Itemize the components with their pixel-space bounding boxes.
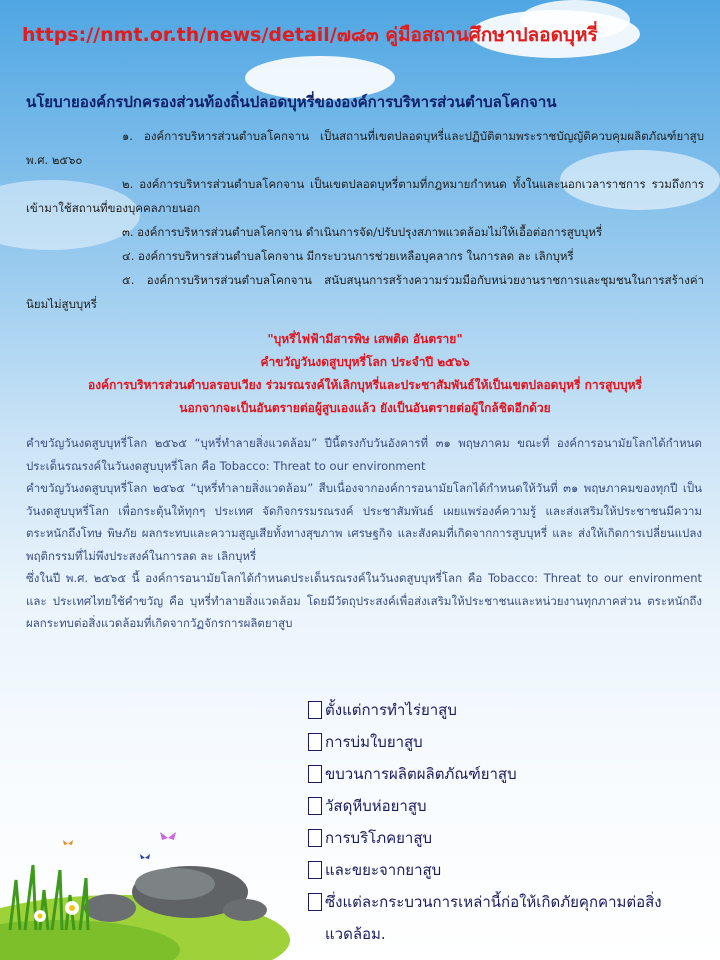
- flower-icon: [69, 905, 75, 911]
- checklist-item: [308, 758, 668, 790]
- checkbox-icon: [308, 861, 322, 879]
- checklist-item-label: และขยะจากยาสูบ: [325, 861, 442, 879]
- policy-heading: นโยบายองค์กรปกครองส่วนท้องถิ่นปลอดบุหรี่ขององค์การบริหารส่วนตำบลโคกจาน: [26, 93, 557, 111]
- checklist-item: [308, 694, 668, 726]
- campaign-line: องค์การบริหารส่วนตำบลรอบเวียง ร่วมรณรงค์ให้เลิกบุหรี่และประชาสัมพันธ์ให้เป็นเขตปลอดบุหรี่ การสูบบุหรี่: [88, 378, 642, 392]
- policy-list: [26, 124, 704, 316]
- checkbox-icon: [308, 701, 322, 719]
- campaign-line: นอกจากจะเป็นอันตรายต่อผู้สูบเองแล้ว ยังเป็นอันตรายต่อผู้ใกล้ชิดอีกด้วย: [179, 401, 551, 415]
- rock-icon: [135, 868, 215, 900]
- butterfly-icon: [160, 832, 176, 840]
- checkbox-icon: [308, 733, 322, 751]
- checkbox-icon: [308, 829, 322, 847]
- checklist-item: [308, 854, 668, 886]
- checklist-item-label: วัสดุหีบห่อยาสูบ: [325, 797, 427, 815]
- checklist-item: [308, 726, 668, 758]
- flower-icon: [38, 914, 43, 919]
- checklist: [308, 694, 668, 950]
- checklist-item-label: ซึ่งแต่ละกระบวนการเหล่านี้ก่อให้เกิดภัยคุกคามต่อสิ่งแวดล้อม.: [325, 893, 662, 943]
- policy-item: ๒. องค์การบริหารส่วนตำบลโคกจาน เป็นเขตปลอดบุหรี่ตามที่กฎหมายกำหนด ทั้งในและนอกเวลาราชการ รวมถึงการเข้ามาใช้สถานที่ของบุคคลภายนอก: [26, 177, 704, 215]
- checklist-item-label: การบริโภคยาสูบ: [325, 829, 433, 847]
- campaign-block: [26, 328, 704, 420]
- body-paragraph: คำขวัญวันงดสูบบุหรี่โลก ๒๕๖๕ “บุหรี่ทำลายสิ่งแวดล้อม” สืบเนื่องจากองค์การอนามัยโลกได้กำหนดให้วันที่ ๓๑ พฤษภาคมของทุกปี เป็นวันงดสูบบุหรี่โลก เพื่อกระตุ้นให้ทุกๆ ประเทศ จัดกิจกรรมรณรงค์ ประชาสัมพันธ์ เผยแพร่องค์ความรู้ และส่งเสริมให้ประชาชนมีความตระหนักถึงโทษ พิษภัย ผลกระทบและความสูญเสียทั้งทางสุขภาพ เศรษฐกิจ และสังคมที่เกิดจากการสูบบุหรี่ และ ส่งให้เกิดการเปลี่ยนแปลงพฤติกรรมที่ไม่พึงประสงค์ในการลด ละ เลิกบุหรี่: [26, 481, 702, 563]
- campaign-slogan: "บุหรี่ไฟฟ้ามีสารพิษ เสพติด อันตราย": [267, 332, 463, 346]
- checkbox-icon: [308, 797, 322, 815]
- policy-item: ๔. องค์การบริหารส่วนตำบลโคกจาน มีกระบวนการช่วยเหลือบุคลากร ในการลด ละ เลิกบุหรี่: [122, 249, 574, 263]
- rock-icon: [223, 899, 267, 921]
- campaign-theme: คำขวัญวันงดสูบบุหรี่โลก ประจำปี ๒๕๖๖: [260, 355, 470, 369]
- policy-item: ๕. องค์การบริหารส่วนตำบลโคกจาน สนับสนุนการสร้างความร่วมมือกับหน่วยงานราชการและชุมชนในการสร้างค่านิยมไม่สูบบุหรี่: [26, 273, 704, 311]
- checklist-item: [308, 886, 668, 950]
- rock-icon: [84, 894, 136, 922]
- body-text: [26, 432, 702, 635]
- meadow-illustration: [0, 820, 300, 960]
- body-paragraph: คำขวัญวันงดสูบบุหรี่โลก ๒๕๖๕ “บุหรี่ทำลายสิ่งแวดล้อม” ปีนี้ตรงกับวันอังคารที่ ๓๑ พฤษภาคม ขณะที่ องค์การอนามัยโลกได้กำหนดประเด็นรณรงค์ในวันงดสูบบุหรี่โลก คือ Tobacco: Threat to our environment: [26, 436, 702, 473]
- policy-item: ๑. องค์การบริหารส่วนตำบลโคกจาน เป็นสถานที่เขตปลอดบุหรี่และปฏิบัติตามพระราชบัญญัติควบคุมผลิตภัณฑ์ยาสูบ พ.ศ. ๒๕๖๐: [26, 129, 704, 167]
- checklist-item-label: ขบวนการผลิตผลิตภัณฑ์ยาสูบ: [325, 765, 517, 783]
- butterfly-icon: [63, 840, 73, 845]
- page-title: https://nmt.or.th/news/detail/๗๘๓ คู่มือสถานศึกษาปลอดบุหรี่: [22, 24, 598, 46]
- checklist-item: [308, 822, 668, 854]
- checklist-item-label: การบ่มใบยาสูบ: [325, 733, 423, 751]
- body-paragraph: ซึ่งในปี พ.ศ. ๒๕๖๕ นี้ องค์การอนามัยโลกได้กำหนดประเด็นรณรงค์ในวันงดสูบบุหรี่โลก คือ Tobacco: Threat to our environment และ ประเทศไทยใช้คำขวัญ คือ บุหรี่ทำลายสิ่งแวดล้อม โดยมีวัตถุประสงค์เพื่อส่งเสริมให้ประชาชนและหน่วยงานทุกภาคส่วน ตระหนักถึงผลกระทบต่อสิ่งแวดล้อมที่เกิดจากวัฏจักรการผลิตยาสูบ: [26, 571, 702, 630]
- checkbox-icon: [308, 893, 322, 911]
- checkbox-icon: [308, 765, 322, 783]
- policy-item: ๓. องค์การบริหารส่วนตำบลโคกจาน ดำเนินการจัด/ปรับปรุงสภาพแวดล้อมไม่ให้เอื้อต่อการสูบบุหรี่: [122, 225, 603, 239]
- checklist-item-label: ตั้งแต่การทำไร่ยาสูบ: [325, 701, 457, 719]
- checklist-item: [308, 790, 668, 822]
- butterfly-icon: [140, 854, 150, 859]
